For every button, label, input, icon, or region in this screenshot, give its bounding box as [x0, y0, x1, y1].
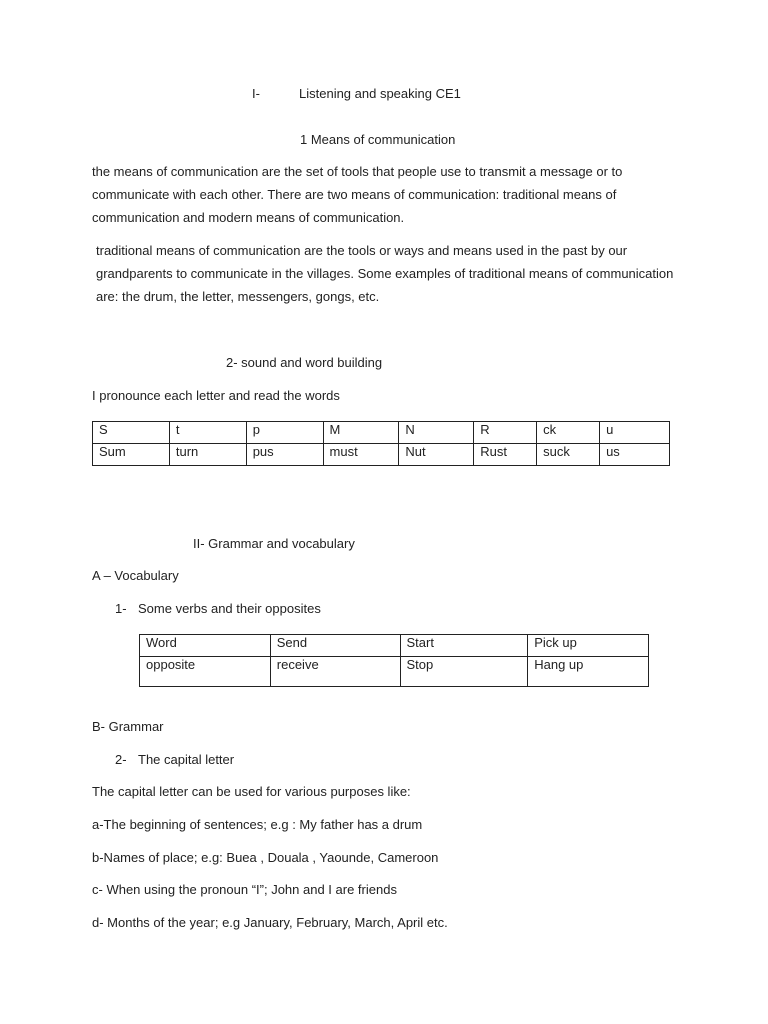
table-cell: Rust: [474, 444, 537, 466]
table-cell: Nut: [399, 444, 474, 466]
table-cell: receive: [270, 657, 400, 687]
table-cell: us: [600, 444, 670, 466]
table-cell: N: [399, 422, 474, 444]
table-cell: ck: [537, 422, 600, 444]
table-cell: M: [323, 422, 399, 444]
table-cell: t: [169, 422, 246, 444]
opposites-table-row: [140, 635, 649, 657]
table-cell: Start: [400, 635, 528, 657]
capital-letter-use: c- When using the pronoun “I”; John and I are friends: [92, 882, 397, 897]
sound-instruction: I pronounce each letter and read the words: [92, 388, 340, 403]
table-cell: p: [246, 422, 323, 444]
section-number: I-: [252, 86, 260, 101]
sound-table-words-row: [93, 444, 670, 466]
grammar-vocab-heading: II- Grammar and vocabulary: [193, 536, 355, 551]
table-cell: Hang up: [528, 657, 649, 687]
subsection-title: 1 Means of communication: [300, 132, 456, 147]
capital-letter-intro: The capital letter can be used for various purposes like:: [92, 784, 411, 799]
capital-letter-use: d- Months of the year; e.g January, February, March, April etc.: [92, 915, 448, 930]
opposites-table: [139, 634, 649, 687]
table-cell: S: [93, 422, 170, 444]
vocab-item-text: Some verbs and their opposites: [138, 601, 321, 616]
sound-table-letters-row: [93, 422, 670, 444]
grammar-heading: B- Grammar: [92, 719, 164, 734]
table-cell: opposite: [140, 657, 271, 687]
table-cell: suck: [537, 444, 600, 466]
table-cell: u: [600, 422, 670, 444]
grammar-item-number: 2-: [115, 752, 127, 767]
opposites-table-row: [140, 657, 649, 687]
table-cell: pus: [246, 444, 323, 466]
vocab-item-number: 1-: [115, 601, 127, 616]
table-cell: R: [474, 422, 537, 444]
vocabulary-heading: A – Vocabulary: [92, 568, 179, 583]
table-cell: turn: [169, 444, 246, 466]
section-title: Listening and speaking CE1: [299, 86, 461, 101]
sound-heading: 2- sound and word building: [226, 355, 383, 370]
table-cell: Sum: [93, 444, 170, 466]
sound-table: [92, 421, 670, 466]
table-cell: Pick up: [528, 635, 649, 657]
paragraph-definition: the means of communication are the set of tools that people use to transmit a message or to communicate with each other. There are two means of communication: traditional means of communication and modern means of communication.: [92, 164, 623, 225]
capital-letter-use: a-The beginning of sentences; e.g : My father has a drum: [92, 817, 423, 832]
table-cell: Stop: [400, 657, 528, 687]
table-cell: must: [323, 444, 399, 466]
paragraph-traditional: traditional means of communication are the tools or ways and means used in the past by our grandparents to communicate in the villages. Some examples of traditional means of communication are: the drum, the letter, messengers, gongs, etc.: [96, 243, 674, 304]
table-cell: Send: [270, 635, 400, 657]
capital-letter-use: b-Names of place; e.g: Buea , Douala , Yaounde, Cameroon: [92, 850, 439, 865]
grammar-item-text: The capital letter: [138, 752, 235, 767]
table-cell: Word: [140, 635, 271, 657]
